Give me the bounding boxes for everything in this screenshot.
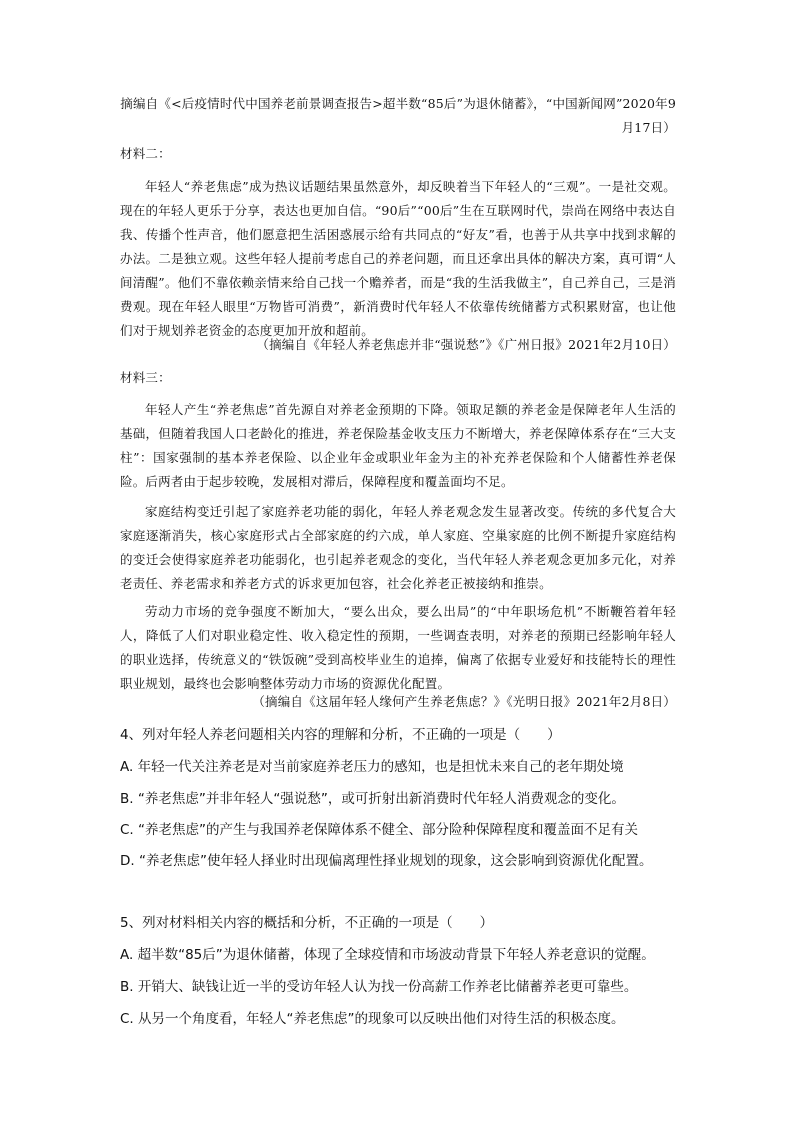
question-4-option-b: B. “养老焦虑”并非年轻人“强说愁”，或可折射出新消费时代年轻人消费观念的变化。 <box>120 791 625 807</box>
question-5-stem: 5、列对材料相关内容的概括和分析，不正确的一项是（ ） <box>120 915 494 931</box>
question-4-option-d: D. “养老焦虑”使年轻人择业时出现偏离理性择业规划的现象，这会影响到资源优化配置。 <box>120 853 653 869</box>
question-4-option-a: A. 年轻一代关注养老是对当前家庭养老压力的感知，也是担忧未来自己的老年期处境 <box>120 759 624 775</box>
question-4-stem: 4、列对年轻人养老问题相关内容的理解和分析，不正确的一项是（ ） <box>120 727 561 743</box>
material-3-paragraph-1: 年轻人产生“养老焦虑”首先源自对养老金预期的下降。领取足额的养老金是保障老年人生活的基础，但随着我国人口老龄化的推进，养老保险基金收支压力不断增大，养老保障体系存在“三大支柱”：国家强制的基本养老保险、以企业年金或职业年金为主的补充养老保险和个人储蓄性养老保险。后两者由于起步较晚，发展相对滞后，保障程度和覆盖面均不足。 <box>120 402 676 489</box>
material-3-heading: 材料三： <box>120 370 171 385</box>
material-2-paragraph: 年轻人“养老焦虑”成为热议话题结果虽然意外，却反映着当下年轻人的“三观”。一是社交观。现在的年轻人更乐于分享，表达也更加自信。“90后”“00后”生在互联网时代，崇尚在网络中表达自我、传播个性声音，他们愿意把生活困惑展示给有共同点的“好友”看，也善于从共享中找到求解的办法。二是独立观。这些年轻人提前考虑自己的养老问题，而且还拿出具体的解决方案，真可谓“人间清醒”。他们不靠依赖亲情来给自己找一个赡养者，而是“我的生活我做主”，自己养自己，三是消费观。现在年轻人眼里“万物皆可消费”，新消费时代年轻人不依靠传统储蓄方式积累财富，也让他们对于规划养老资金的态度更加开放和超前。 <box>120 179 676 338</box>
question-5-option-b: B. 开销大、缺钱让近一半的受访年轻人认为找一份高薪工作养老比储蓄养老更可靠些。 <box>120 979 638 995</box>
material-3-paragraph-2: 家庭结构变迁引起了家庭养老功能的弱化，年轻人养老观念发生显著改变。传统的多代复合大家庭逐渐消失，核心家庭形式占全部家庭的约六成，单人家庭、空巢家庭的比例不断提升家庭结构的变迁会使得家庭养老功能弱化，也引起养老观念的变化，当代年轻人养老观念更加多元化，对养老责任、养老需求和养老方式的诉求更加包容，社会化养老正被接纳和推崇。 <box>120 504 676 591</box>
material-2-heading: 材料二： <box>120 146 171 161</box>
source-citation-2: （摘编自《年轻人养老焦虑并非“强说愁”》《广州日报》2021年2月10日） <box>256 337 676 352</box>
question-5-option-a: A. 超半数“85后”为退休储蓄，体现了全球疫情和市场波动背景下年轻人养老意识的觉醒。 <box>120 947 655 963</box>
question-4-option-c: C. “养老焦虑”的产生与我国养老保障体系不健全、部分险种保障程度和覆盖面不足有关 <box>120 822 638 838</box>
source-citation-3: （摘编自《这届年轻人缘何产生养老焦虑？》《光明日报》2021年2月8日） <box>252 694 676 709</box>
material-3-paragraph-3: 劳动力市场的竞争强度不断加大，“要么出众，要么出局”的“中年职场危机”不断鞭笞着年轻人，降低了人们对职业稳定性、收入稳定性的预期，一些调查表明，对养老的预期已经影响年轻人的职业选择，传统意义的“铁饭碗”受到高校毕业生的追捧，偏离了依据专业爱好和技能特长的理性职业规划，最终也会影响整体劳动力市场的资源优化配置。 <box>120 604 676 691</box>
source-citation-1: 摘编自《<后疫情时代中国养老前景调查报告>超半数“85后”为退休储蓄》，“中国新闻网”2020年9月17日） <box>120 96 676 135</box>
question-5-option-c: C. 从另一个角度看，年轻人“养老焦虑”的现象可以反映出他们对待生活的积极态度。 <box>120 1011 625 1027</box>
